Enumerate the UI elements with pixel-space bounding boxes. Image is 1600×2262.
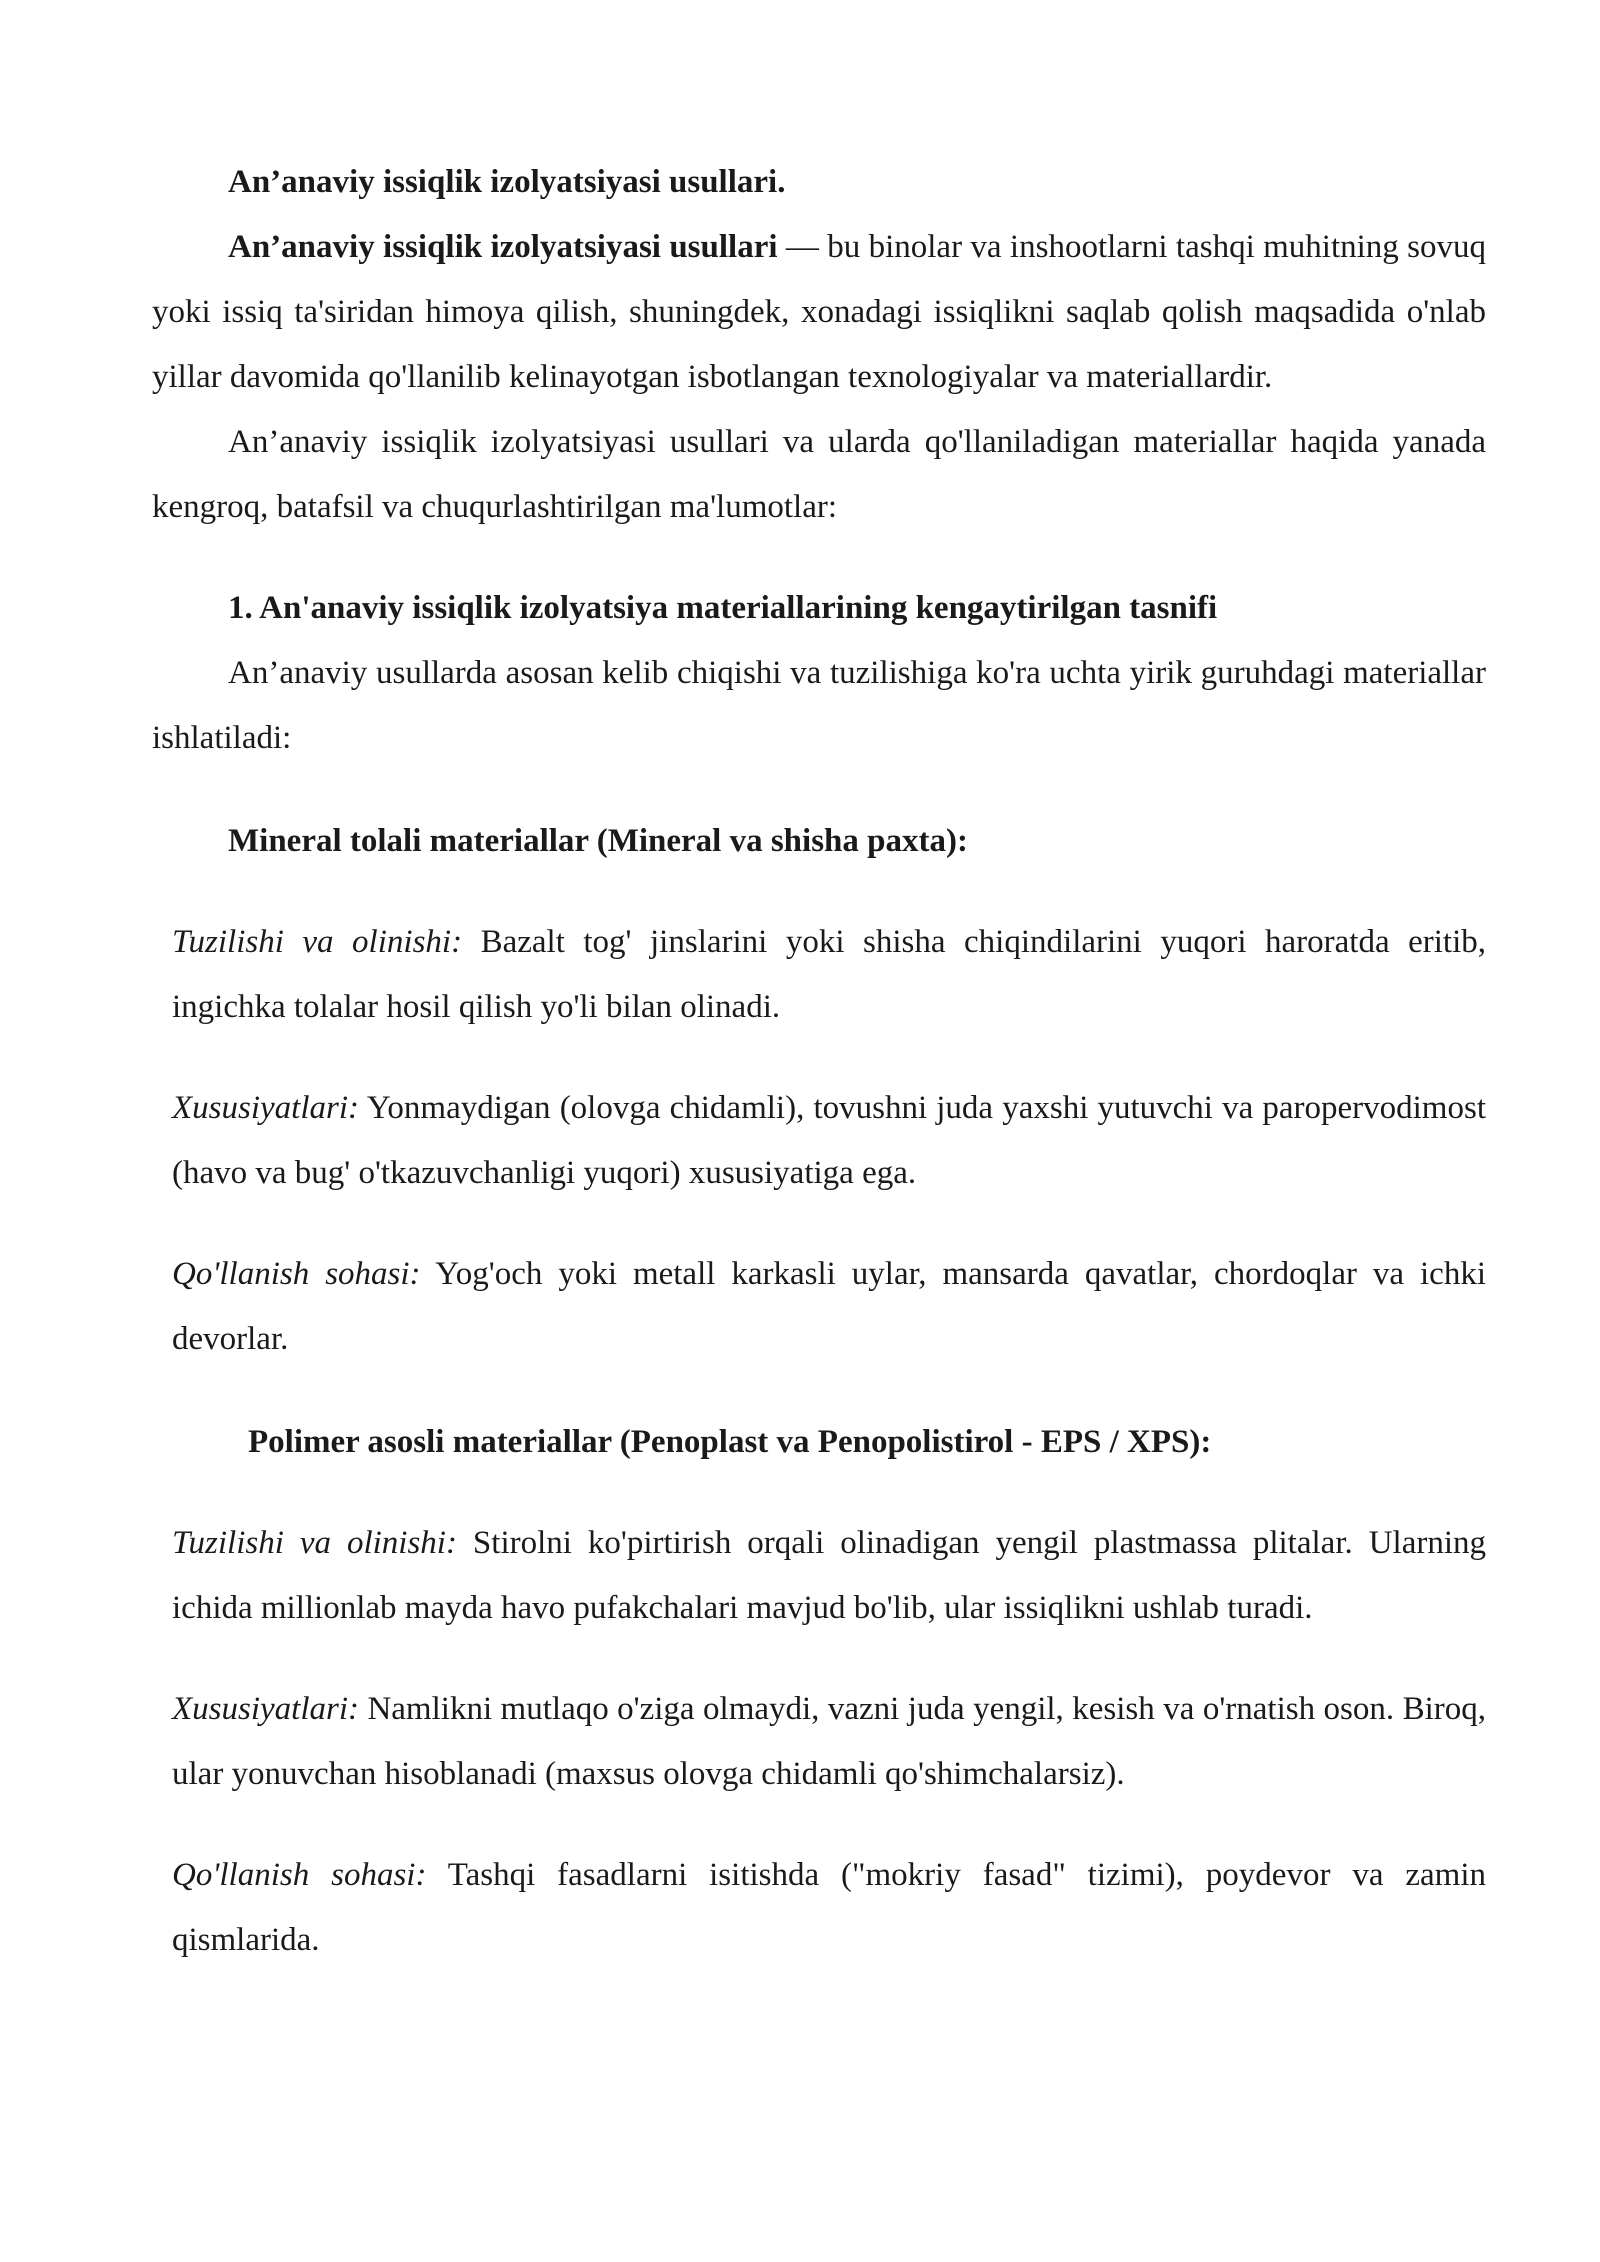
- document-title: An’anaviy issiqlik izolyatsiyasi usullari.: [228, 164, 786, 200]
- item-text: Yonmaydigan (olovga chidamli), tovushni juda yaxshi yutuvchi va paropervodimost (havo va bug' o'tkazuvchanligi yuqori) xususiyatiga ega.: [172, 1090, 1486, 1191]
- group-2-item-2: [152, 1677, 1486, 1807]
- document-page: [152, 150, 1486, 1973]
- section-1-text: An’anaviy usullarda asosan kelib chiqishi va tuzilishiga ko'ra uchta yirik guruhdagi materiallar ishlatiladi:: [152, 655, 1486, 756]
- intro-text: — bu binolar va inshootlarni tashqi muhitning sovuq yoki issiq ta'siridan himoya qilish, shuningdek, xonadagi issiqlikni saqlab qolish maqsadida o'nlab yillar davomida qo'llanilib kelinayotgan isbotlangan texnologiyalar va materiallardir.: [152, 229, 1486, 395]
- item-text: Tashqi fasadlarni isitishda ("mokriy fasad" tizimi), poydevor va zamin qismlarida.: [172, 1857, 1486, 1958]
- section-1-heading: 1. An'anaviy issiqlik izolyatsiya materiallarining kengaytirilgan tasnifi: [228, 590, 1218, 626]
- item-label: Tuzilishi va olinishi:: [172, 1525, 457, 1561]
- item-label: Qo'llanish sohasi:: [172, 1256, 421, 1292]
- item-label: Xususiyatlari:: [172, 1090, 359, 1126]
- item-text: Namlikni mutlaqo o'ziga olmaydi, vazni juda yengil, kesish va o'rnatish oson. Biroq, ular yonuvchan hisoblanadi (maxsus olovga chidamli qo'shimchalarsiz).: [172, 1691, 1486, 1792]
- intro-paragraph: [152, 215, 1486, 410]
- intro-term: An’anaviy issiqlik izolyatsiyasi usullari: [228, 229, 778, 265]
- item-label: Tuzilishi va olinishi:: [172, 924, 463, 960]
- item-text: Stirolni ko'pirtirish orqali olinadigan yengil plastmassa plitalar. Ularning ichida millionlab mayda havo pufakchalari mavjud bo'lib, ular issiqlikni ushlab turadi.: [172, 1525, 1486, 1626]
- item-text: Bazalt tog' jinslarini yoki shisha chiqindilarini yuqori haroratda eritib, ingichka tolalar hosil qilish yo'li bilan olinadi.: [172, 924, 1487, 1025]
- item-text: Yog'och yoki metall karkasli uylar, mansarda qavatlar, chordoqlar va ichki devorlar.: [172, 1256, 1486, 1357]
- item-label: Xususiyatlari:: [172, 1691, 359, 1727]
- group-1-heading: Mineral tolali materiallar (Mineral va shisha paxta):: [228, 823, 968, 859]
- item-label: Qo'llanish sohasi:: [172, 1857, 427, 1893]
- paragraph-2: An’anaviy issiqlik izolyatsiyasi usullari va ularda qo'llaniladigan materiallar haqida yanada kengroq, batafsil va chuqurlashtirilgan ma'lumotlar:: [152, 424, 1486, 525]
- group-1-item-3: [152, 1242, 1486, 1372]
- group-2-heading: Polimer asosli materiallar (Penoplast va Penopolistirol - EPS / XPS):: [248, 1424, 1212, 1460]
- group-2-item-3: [152, 1843, 1486, 1973]
- group-2-item-1: [152, 1511, 1486, 1641]
- group-1-item-1: [152, 910, 1486, 1040]
- group-1-item-2: [152, 1076, 1486, 1206]
